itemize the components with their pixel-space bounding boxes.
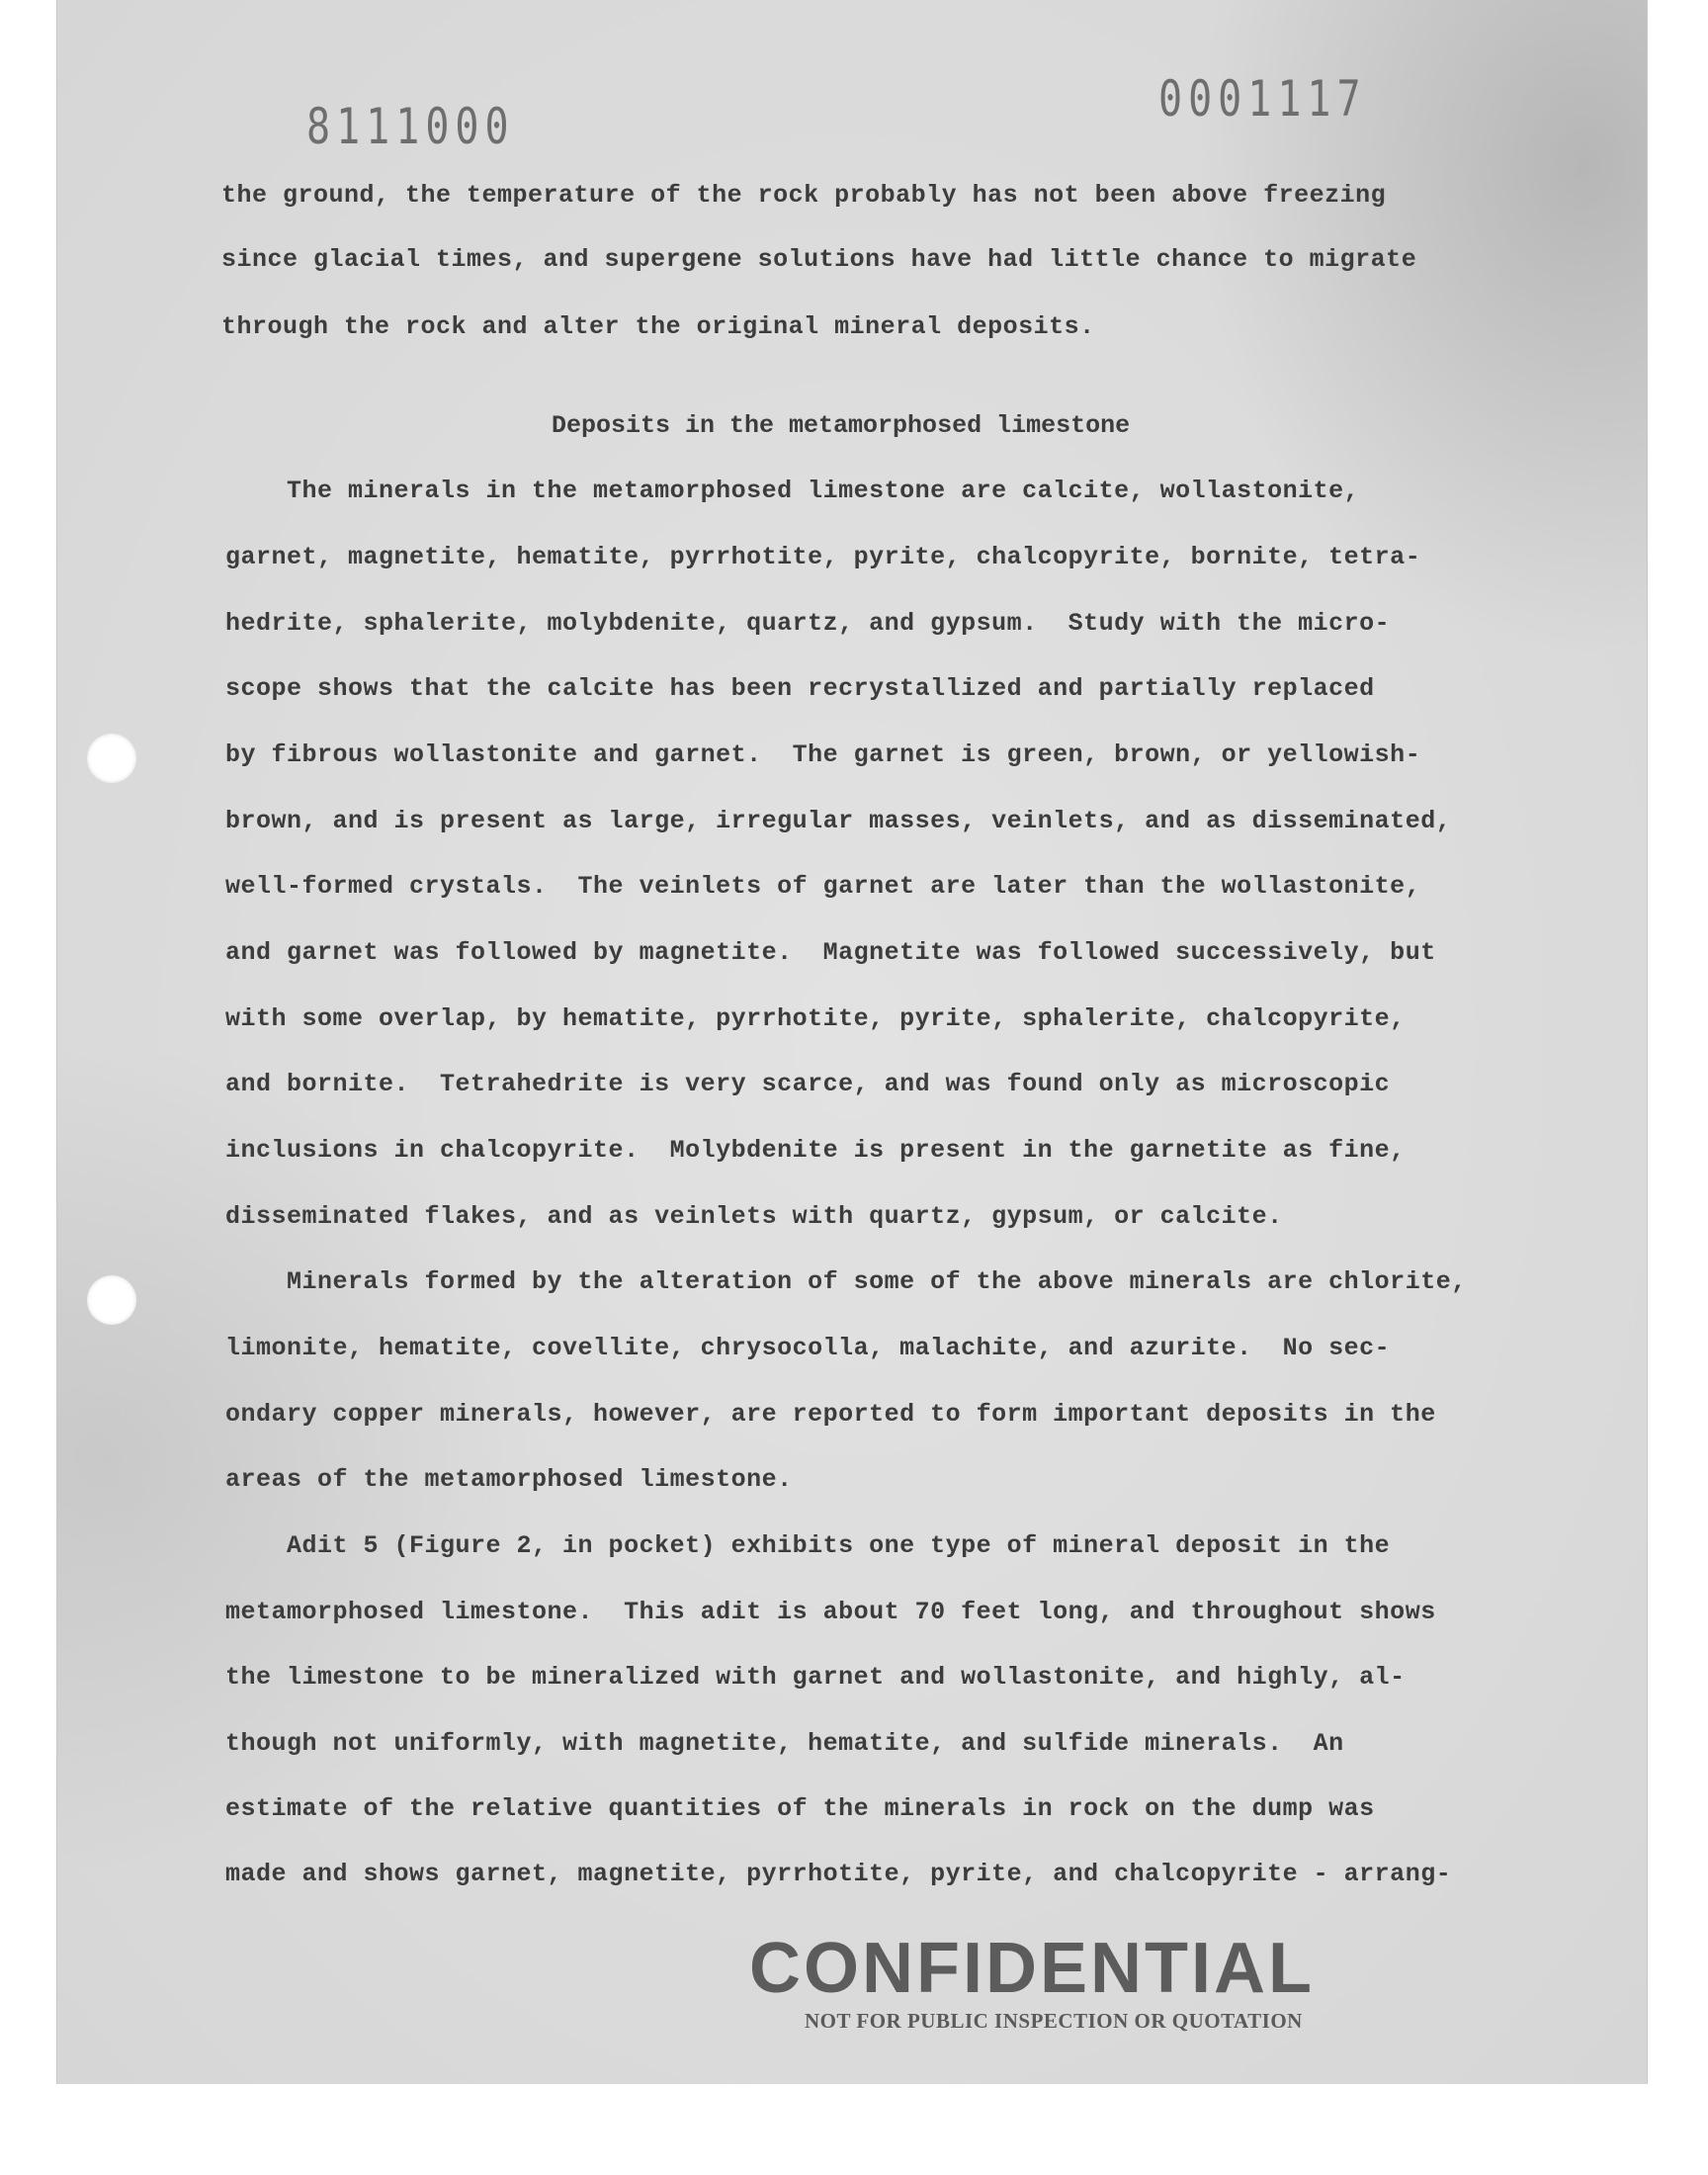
archive-number-left: 8111000 bbox=[306, 99, 515, 156]
text-line: estimate of the relative quantities of the minerals in rock on the dump was bbox=[225, 1794, 1375, 1823]
text-line: with some overlap, by hematite, pyrrhotite, pyrite, sphalerite, chalcopyrite, bbox=[225, 1004, 1406, 1033]
text-line: Adit 5 (Figure 2, in pocket) exhibits one type of mineral deposit in the bbox=[225, 1531, 1391, 1560]
text-line: garnet, magnetite, hematite, pyrrhotite, pyrite, chalcopyrite, bornite, tetra- bbox=[225, 543, 1421, 571]
scan-margin bbox=[0, 2084, 1708, 2175]
confidential-stamp-subtitle: NOT FOR PUBLIC INSPECTION OR QUOTATION bbox=[805, 2009, 1303, 2033]
punch-hole-upper bbox=[87, 734, 136, 783]
text-line: Minerals formed by the alteration of some of the above minerals are chlorite, bbox=[225, 1267, 1467, 1296]
text-line: though not uniformly, with magnetite, hematite, and sulfide minerals. An bbox=[225, 1729, 1344, 1758]
text-line: by fibrous wollastonite and garnet. The garnet is green, brown, or yellowish- bbox=[225, 740, 1421, 769]
text-line: and garnet was followed by magnetite. Magnetite was followed successively, but bbox=[225, 938, 1436, 967]
text-line: areas of the metamorphosed limestone. bbox=[225, 1465, 793, 1494]
text-line: since glacial times, and supergene solutions have had little chance to migrate bbox=[221, 245, 1417, 274]
text-line: scope shows that the calcite has been recrystallized and partially replaced bbox=[225, 674, 1375, 703]
text-line: made and shows garnet, magnetite, pyrrhotite, pyrite, and chalcopyrite - arrang- bbox=[225, 1860, 1452, 1888]
text-line: disseminated flakes, and as veinlets with quartz, gypsum, or calcite. bbox=[225, 1202, 1283, 1231]
text-line: limonite, hematite, covellite, chrysocolla, malachite, and azurite. No sec- bbox=[225, 1334, 1391, 1362]
text-line: and bornite. Tetrahedrite is very scarce, and was found only as microscopic bbox=[225, 1070, 1391, 1098]
text-line: inclusions in chalcopyrite. Molybdenite is present in the garnetite as fine, bbox=[225, 1136, 1406, 1165]
text-line: metamorphosed limestone. This adit is about 70 feet long, and throughout shows bbox=[225, 1598, 1436, 1626]
archive-number-right: 0001117 bbox=[1158, 71, 1367, 129]
text-line: the ground, the temperature of the rock probably has not been above freezing bbox=[221, 181, 1387, 210]
text-line: ondary copper minerals, however, are reported to form important deposits in the bbox=[225, 1400, 1436, 1429]
text-line: The minerals in the metamorphosed limestone are calcite, wollastonite, bbox=[225, 477, 1360, 505]
text-line: well-formed crystals. The veinlets of garnet are later than the wollastonite, bbox=[225, 872, 1421, 901]
text-line: brown, and is present as large, irregular masses, veinlets, and as disseminated, bbox=[225, 807, 1452, 835]
text-line: hedrite, sphalerite, molybdenite, quartz, and gypsum. Study with the micro- bbox=[225, 609, 1391, 638]
text-line: the limestone to be mineralized with garnet and wollastonite, and highly, al- bbox=[225, 1663, 1406, 1692]
punch-hole-lower bbox=[87, 1275, 136, 1325]
confidential-stamp: CONFIDENTIAL bbox=[749, 1929, 1315, 2008]
section-heading: Deposits in the metamorphosed limestone bbox=[552, 411, 1131, 440]
text-line: through the rock and alter the original mineral deposits. bbox=[221, 312, 1095, 341]
